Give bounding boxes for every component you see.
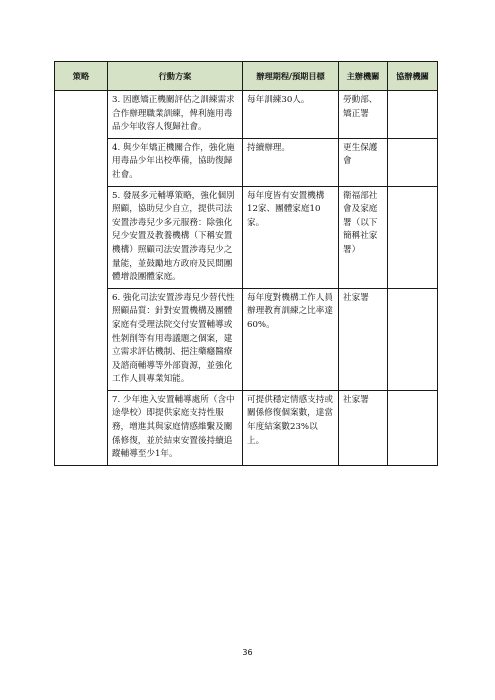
assist-agency-cell xyxy=(388,186,438,288)
action-cell: 4. 與少年矯正機關合作，強化施用毒品少年出校準備，協助復歸社會。 xyxy=(108,138,243,186)
table-row xyxy=(55,288,438,390)
table-row xyxy=(55,186,438,288)
lead-agency-cell: 勞動部、矯正署 xyxy=(339,91,388,139)
schedule-cell: 持續辦理。 xyxy=(243,138,339,186)
schedule-cell: 每年訓練30人。 xyxy=(243,91,339,139)
table-header-row xyxy=(55,62,438,91)
assist-agency-cell xyxy=(388,138,438,186)
lead-agency-cell: 社家署 xyxy=(339,288,388,390)
header-assist-agency: 協辦機關 xyxy=(388,62,438,91)
action-cell: 5. 發展多元輔導策略，強化個別照顧，協助兒少自立，提供司法安置涉毒兒少多元服務：除強化兒少安置及教養機構（下稱安置機構）照顧司法安置涉毒兒少之量能，並鼓勵地方政府及民間團體增設團體家庭。 xyxy=(108,186,243,288)
table-row xyxy=(55,390,438,465)
schedule-cell: 可提供穩定情感支持或關係修復個案數，達當年度結案數23%以上。 xyxy=(243,390,339,465)
action-cell: 3. 因應矯正機關評估之訓練需求合作辦理職業訓練，俾利施用毒品少年收容人復歸社會。 xyxy=(108,91,243,139)
header-strategy: 策略 xyxy=(55,62,108,91)
lead-agency-cell: 社家署 xyxy=(339,390,388,465)
action-cell: 6. 強化司法安置涉毒兒少替代性照顧品質：針對安置機構及團體家庭有受理法院交付安置輔導或性剝削等有用毒議題之個案，建立需求評估機制、挹注藥癮醫療及諮商輔導等外部資源，並強化工作人員專業知能。 xyxy=(108,288,243,390)
action-cell: 7. 少年進入安置輔導處所（含中途學校）即提供家庭支持性服務，增進其與家庭情感維繫及關係修復，並於結束安置後持續追蹤輔導至少1年。 xyxy=(108,390,243,465)
assist-agency-cell xyxy=(388,390,438,465)
schedule-cell: 每年度皆有安置機構12家、團體家庭10家。 xyxy=(243,186,339,288)
action-plan-table xyxy=(54,61,438,466)
table-row xyxy=(55,138,438,186)
table-row xyxy=(55,91,438,139)
lead-agency-cell: 更生保護會 xyxy=(339,138,388,186)
header-lead-agency: 主辦機關 xyxy=(339,62,388,91)
assist-agency-cell xyxy=(388,288,438,390)
strategy-cell xyxy=(55,91,108,466)
header-schedule: 辦理期程/預期目標 xyxy=(243,62,339,91)
page-number: 36 xyxy=(242,648,253,657)
lead-agency-cell: 衛福部社會及家庭署（以下簡稱社家署） xyxy=(339,186,388,288)
header-action: 行動方案 xyxy=(108,62,243,91)
schedule-cell: 每年度對機構工作人員辦理教育訓練之比率達60%。 xyxy=(243,288,339,390)
assist-agency-cell xyxy=(388,91,438,139)
